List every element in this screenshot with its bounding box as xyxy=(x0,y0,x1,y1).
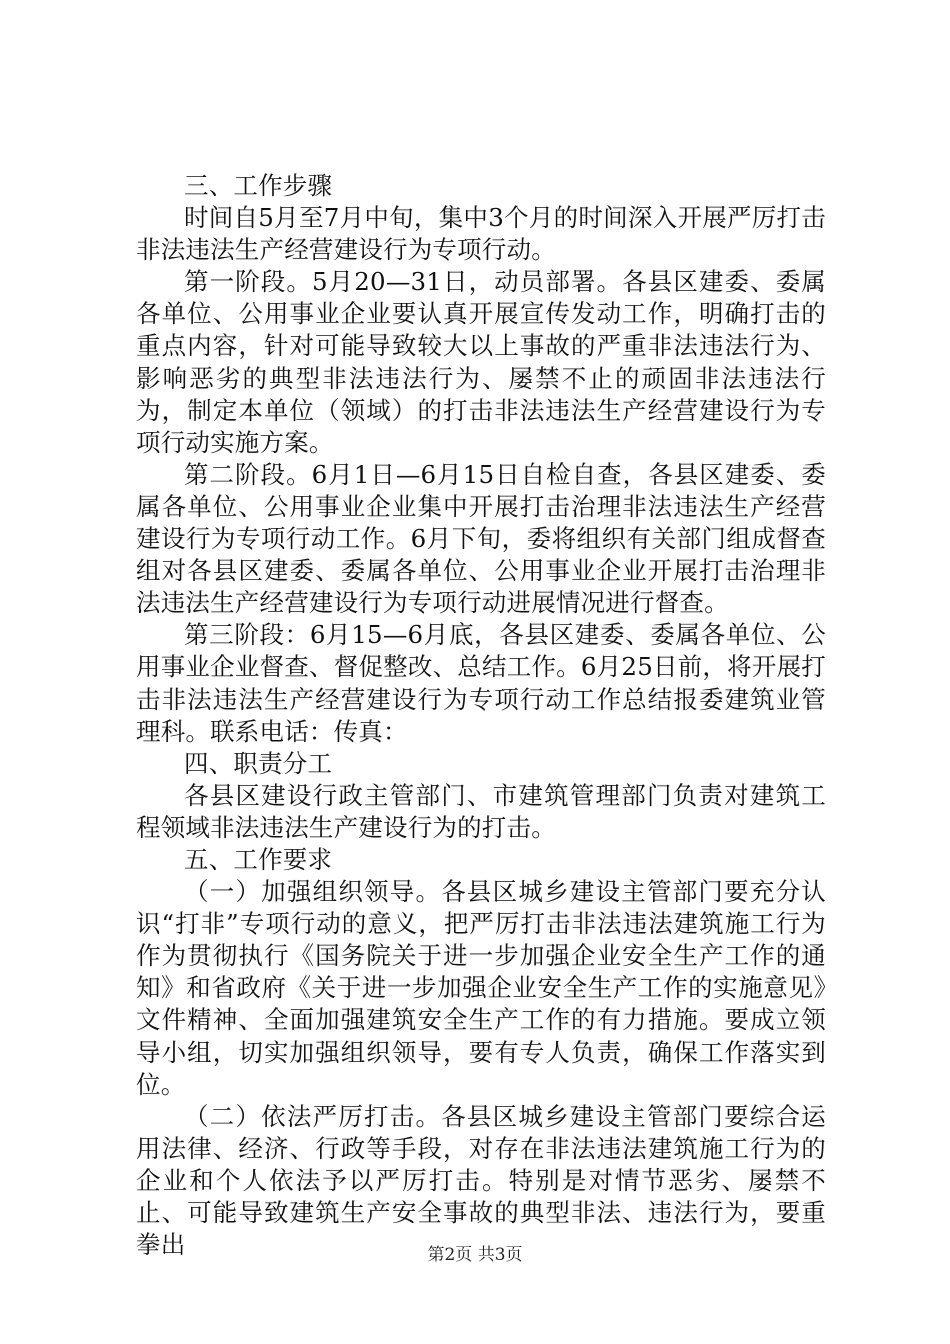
heading-work-requirements: 五、工作要求 xyxy=(184,844,333,874)
document-body xyxy=(136,170,826,1261)
paragraph-responsibilities: 各县区建设行政主管部门、市建筑管理部门负责对建筑工程领域非法违法生产建设行为的打击。 xyxy=(136,780,826,842)
paragraph-requirement-one: （一）加强组织领导。各县区城乡建设主管部门要充分认识“打非”专项行动的意义，把严厉打击非法违法建筑施工行为作为贯彻执行《国务院关于进一步加强企业安全生产工作的通知》和省政府《关于进一步加强企业安全生产工作的实施意见》文件精神、全面加强建筑安全生产工作的有力措施。要成立领导小组，切实加强组织领导，要有专人负责，确保工作落实到位。 xyxy=(136,877,826,1099)
heading-responsibilities: 四、职责分工 xyxy=(184,748,333,778)
paragraph-phase-one: 第一阶段。5月20—31日，动员部署。各县区建委、委属各单位、公用事业企业要认真开展宣传发动工作，明确打击的重点内容，针对可能导致较大以上事故的严重非法违法行为、影响恶劣的典型非法违法行为、屡禁不止的顽固非法违法行为，制定本单位（领域）的打击非法违法生产经营建设行为专项行动实施方案。 xyxy=(136,267,826,457)
page-number-footer: 第2页 共3页 xyxy=(427,1245,523,1265)
heading-work-steps: 三、工作步骤 xyxy=(184,171,333,200)
paragraph-phase-two: 第二阶段。6月1日—6月15日自检自查，各县区建委、委属各单位、公用事业企业集中开展打击治理非法违法生产经营建设行为专项行动工作。6月下旬，委将组织有关部门组成督查组对各县区建委、委属各单位、公用事业企业开展打击治理非法违法生产经营建设行为专项行动进展情况进行督查。 xyxy=(136,459,826,618)
paragraph-phase-three: 第三阶段：6月15—6月底，各县区建委、委属各单位、公用事业企业督查、督促整改、总结工作。6月25日前，将开展打击非法违法生产经营建设行为专项行动工作总结报委建筑业管理科。联系电话：传真： xyxy=(136,620,826,746)
paragraph-requirement-two: （二）依法严厉打击。各县区城乡建设主管部门要综合运用法律、经济、行政等手段，对存在非法违法建筑施工行为的企业和个人依法予以严厉打击。特别是对情节恶劣、屡禁不止、可能导致建筑生产安全事故的典型非法、违法行为，要重拳出 xyxy=(136,1101,826,1260)
paragraph-timeframe: 时间自5月至7月中旬，集中3个月的时间深入开展严厉打击非法违法生产经营建设行为专项行动。 xyxy=(136,203,826,265)
